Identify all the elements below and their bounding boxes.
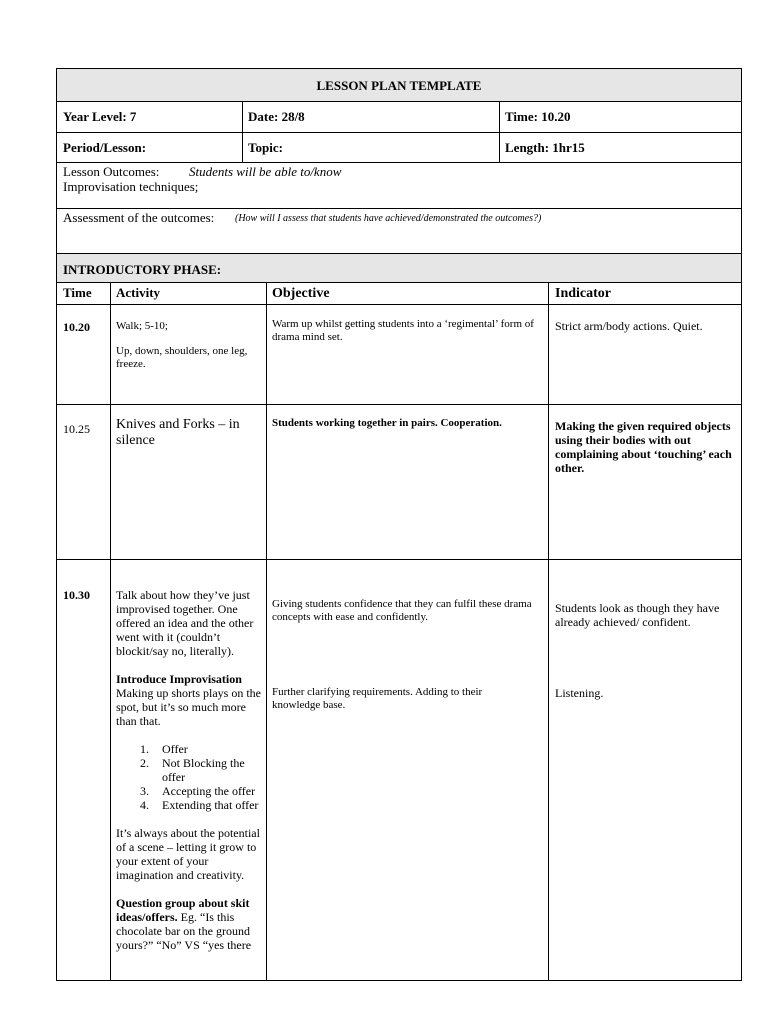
header-row-1 bbox=[56, 101, 742, 133]
lesson-outcomes-section bbox=[56, 162, 742, 209]
row-1-indicator: Strict arm/body actions. Quiet. bbox=[555, 319, 703, 333]
row-3-activity-heading: Introduce Improvisation bbox=[116, 672, 242, 686]
row-3-offer-list bbox=[116, 742, 266, 812]
col-header-objective: Objective bbox=[272, 286, 330, 301]
row-1-time: 10.20 bbox=[63, 320, 90, 334]
row-2-objective: Students working together in pairs. Cooperation. bbox=[272, 417, 502, 429]
assessment-hint: (How will I assess that students have achieved/demonstrated the outcomes?) bbox=[235, 213, 542, 224]
row-3-activity-intro: Talk about how they’ve just improvised together. One offered an idea and the other went with it (couldn’t blockit/say no, literally). bbox=[116, 588, 254, 658]
row-1-activity-line2: Up, down, shoulders, one leg, freeze. bbox=[116, 345, 248, 370]
row-3-objective-1: Giving students confidence that they can fulfil these drama concepts with ease and confidently. bbox=[272, 598, 532, 623]
date-field: Date: 28/8 bbox=[248, 109, 305, 124]
col-header-indicator: Indicator bbox=[555, 286, 611, 301]
row-2-activity: Knives and Forks – in silence bbox=[116, 417, 240, 448]
list-item: 2. Not Blocking the offer bbox=[140, 756, 245, 784]
row-2-time: 10.25 bbox=[63, 422, 90, 436]
lesson-outcomes-hint: Students will be able to/know bbox=[189, 164, 342, 179]
phase-heading: INTRODUCTORY PHASE: bbox=[63, 262, 222, 277]
lesson-outcomes-text: Improvisation techniques; bbox=[63, 179, 199, 194]
assessment-label: Assessment of the outcomes: bbox=[63, 210, 215, 225]
row-3-objective-2: Further clarifying requirements. Adding to their knowledge base. bbox=[272, 686, 483, 711]
lesson-outcomes-label: Lesson Outcomes: bbox=[63, 164, 160, 179]
list-item: 3. Accepting the offer bbox=[140, 784, 256, 798]
list-item: 4. Extending that offer bbox=[140, 798, 259, 812]
row-3-activity bbox=[116, 588, 266, 980]
activity-table bbox=[56, 282, 742, 981]
assessment-section bbox=[56, 208, 742, 254]
title-cell bbox=[56, 68, 742, 102]
row-3-activity-body: Making up shorts plays on the spot, but it’s so much more than that. bbox=[116, 686, 261, 728]
row-3-indicator-2: Listening. bbox=[555, 686, 604, 700]
row-1-activity-line1: Walk; 5-10; bbox=[116, 320, 168, 332]
row-3-activity-potential: It’s always about the potential of a scene – letting it grow to your extent of your imagination and creativity. bbox=[116, 826, 260, 882]
row-1-objective: Warm up whilst getting students into a ‘regimental’ form of drama mind set. bbox=[272, 318, 534, 343]
list-item: 1. Offer bbox=[140, 742, 188, 756]
phase-heading-cell bbox=[56, 253, 742, 283]
col-header-time: Time bbox=[63, 285, 92, 300]
year-level-field: Year Level: 7 bbox=[63, 109, 137, 124]
row-3-time: 10.30 bbox=[63, 588, 90, 602]
row-2-indicator: Making the given required objects using their bodies with out complaining about ‘touching’ each other. bbox=[555, 419, 732, 475]
row-3-indicator-1: Students look as though they have already achieved/ confident. bbox=[555, 601, 720, 629]
row-3-activity-question: Question group about skit ideas/offers. Eg. “Is this chocolate bar on the ground yours?” “No” VS “yes there bbox=[116, 896, 252, 952]
length-field: Length: 1hr15 bbox=[505, 140, 585, 155]
period-lesson-field: Period/Lesson: bbox=[63, 140, 147, 155]
col-header-activity: Activity bbox=[116, 285, 161, 300]
topic-field: Topic: bbox=[248, 140, 283, 155]
page-title: LESSON PLAN TEMPLATE bbox=[316, 78, 482, 93]
header-row-2 bbox=[56, 132, 742, 163]
time-field: Time: 10.20 bbox=[505, 109, 571, 124]
